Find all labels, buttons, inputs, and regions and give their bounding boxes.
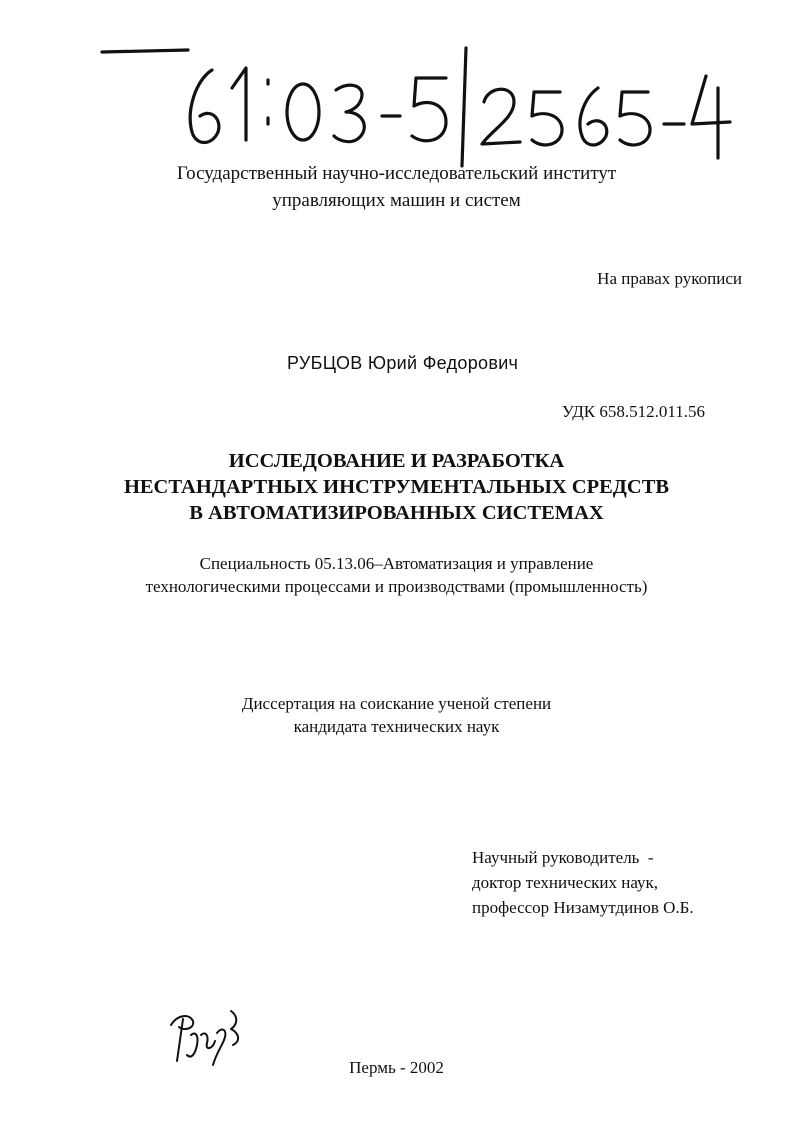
rights-note: На правах рукописи: [597, 269, 742, 288]
author-name: РУБЦОВ Юрий Федорович: [287, 353, 519, 373]
supervisor-block: [472, 845, 694, 920]
specialty-line-2: технологическими процессами и производствами (промышленность): [145, 577, 648, 596]
dissertation-line-2: кандидата технических наук: [293, 717, 500, 736]
dissertation-degree: [0, 692, 793, 738]
handwritten-archive-number: [100, 40, 740, 170]
institute-name: [0, 160, 793, 214]
supervisor-line-2: доктор технических наук,: [472, 873, 659, 892]
supervisor-line-3: профессор Низамутдинов О.Б.: [472, 898, 694, 917]
title-line-3: В АВТОМАТИЗИРОВАННЫХ СИСТЕМАХ: [189, 502, 604, 524]
title-line-1: ИССЛЕДОВАНИЕ И РАЗРАБОТКА: [228, 450, 565, 472]
supervisor-line-1: Научный руководитель -: [472, 848, 654, 867]
udk-code: УДК 658.512.011.56: [561, 402, 705, 421]
specialty-line-1: Специальность 05.13.06–Автоматизация и управление: [199, 554, 594, 573]
institute-line-1: Государственный научно-исследовательский институт: [176, 163, 617, 184]
dissertation-title: [0, 448, 793, 526]
title-line-2: НЕСТАНДАРТНЫХ ИНСТРУМЕНТАЛЬНЫХ СРЕДСТВ: [123, 476, 670, 498]
specialty: [0, 552, 793, 598]
dissertation-line-1: Диссертация на соискание ученой степени: [241, 694, 552, 713]
city-year: Пермь - 2002: [349, 1058, 444, 1077]
institute-line-2: управляющих машин и систем: [272, 190, 521, 211]
